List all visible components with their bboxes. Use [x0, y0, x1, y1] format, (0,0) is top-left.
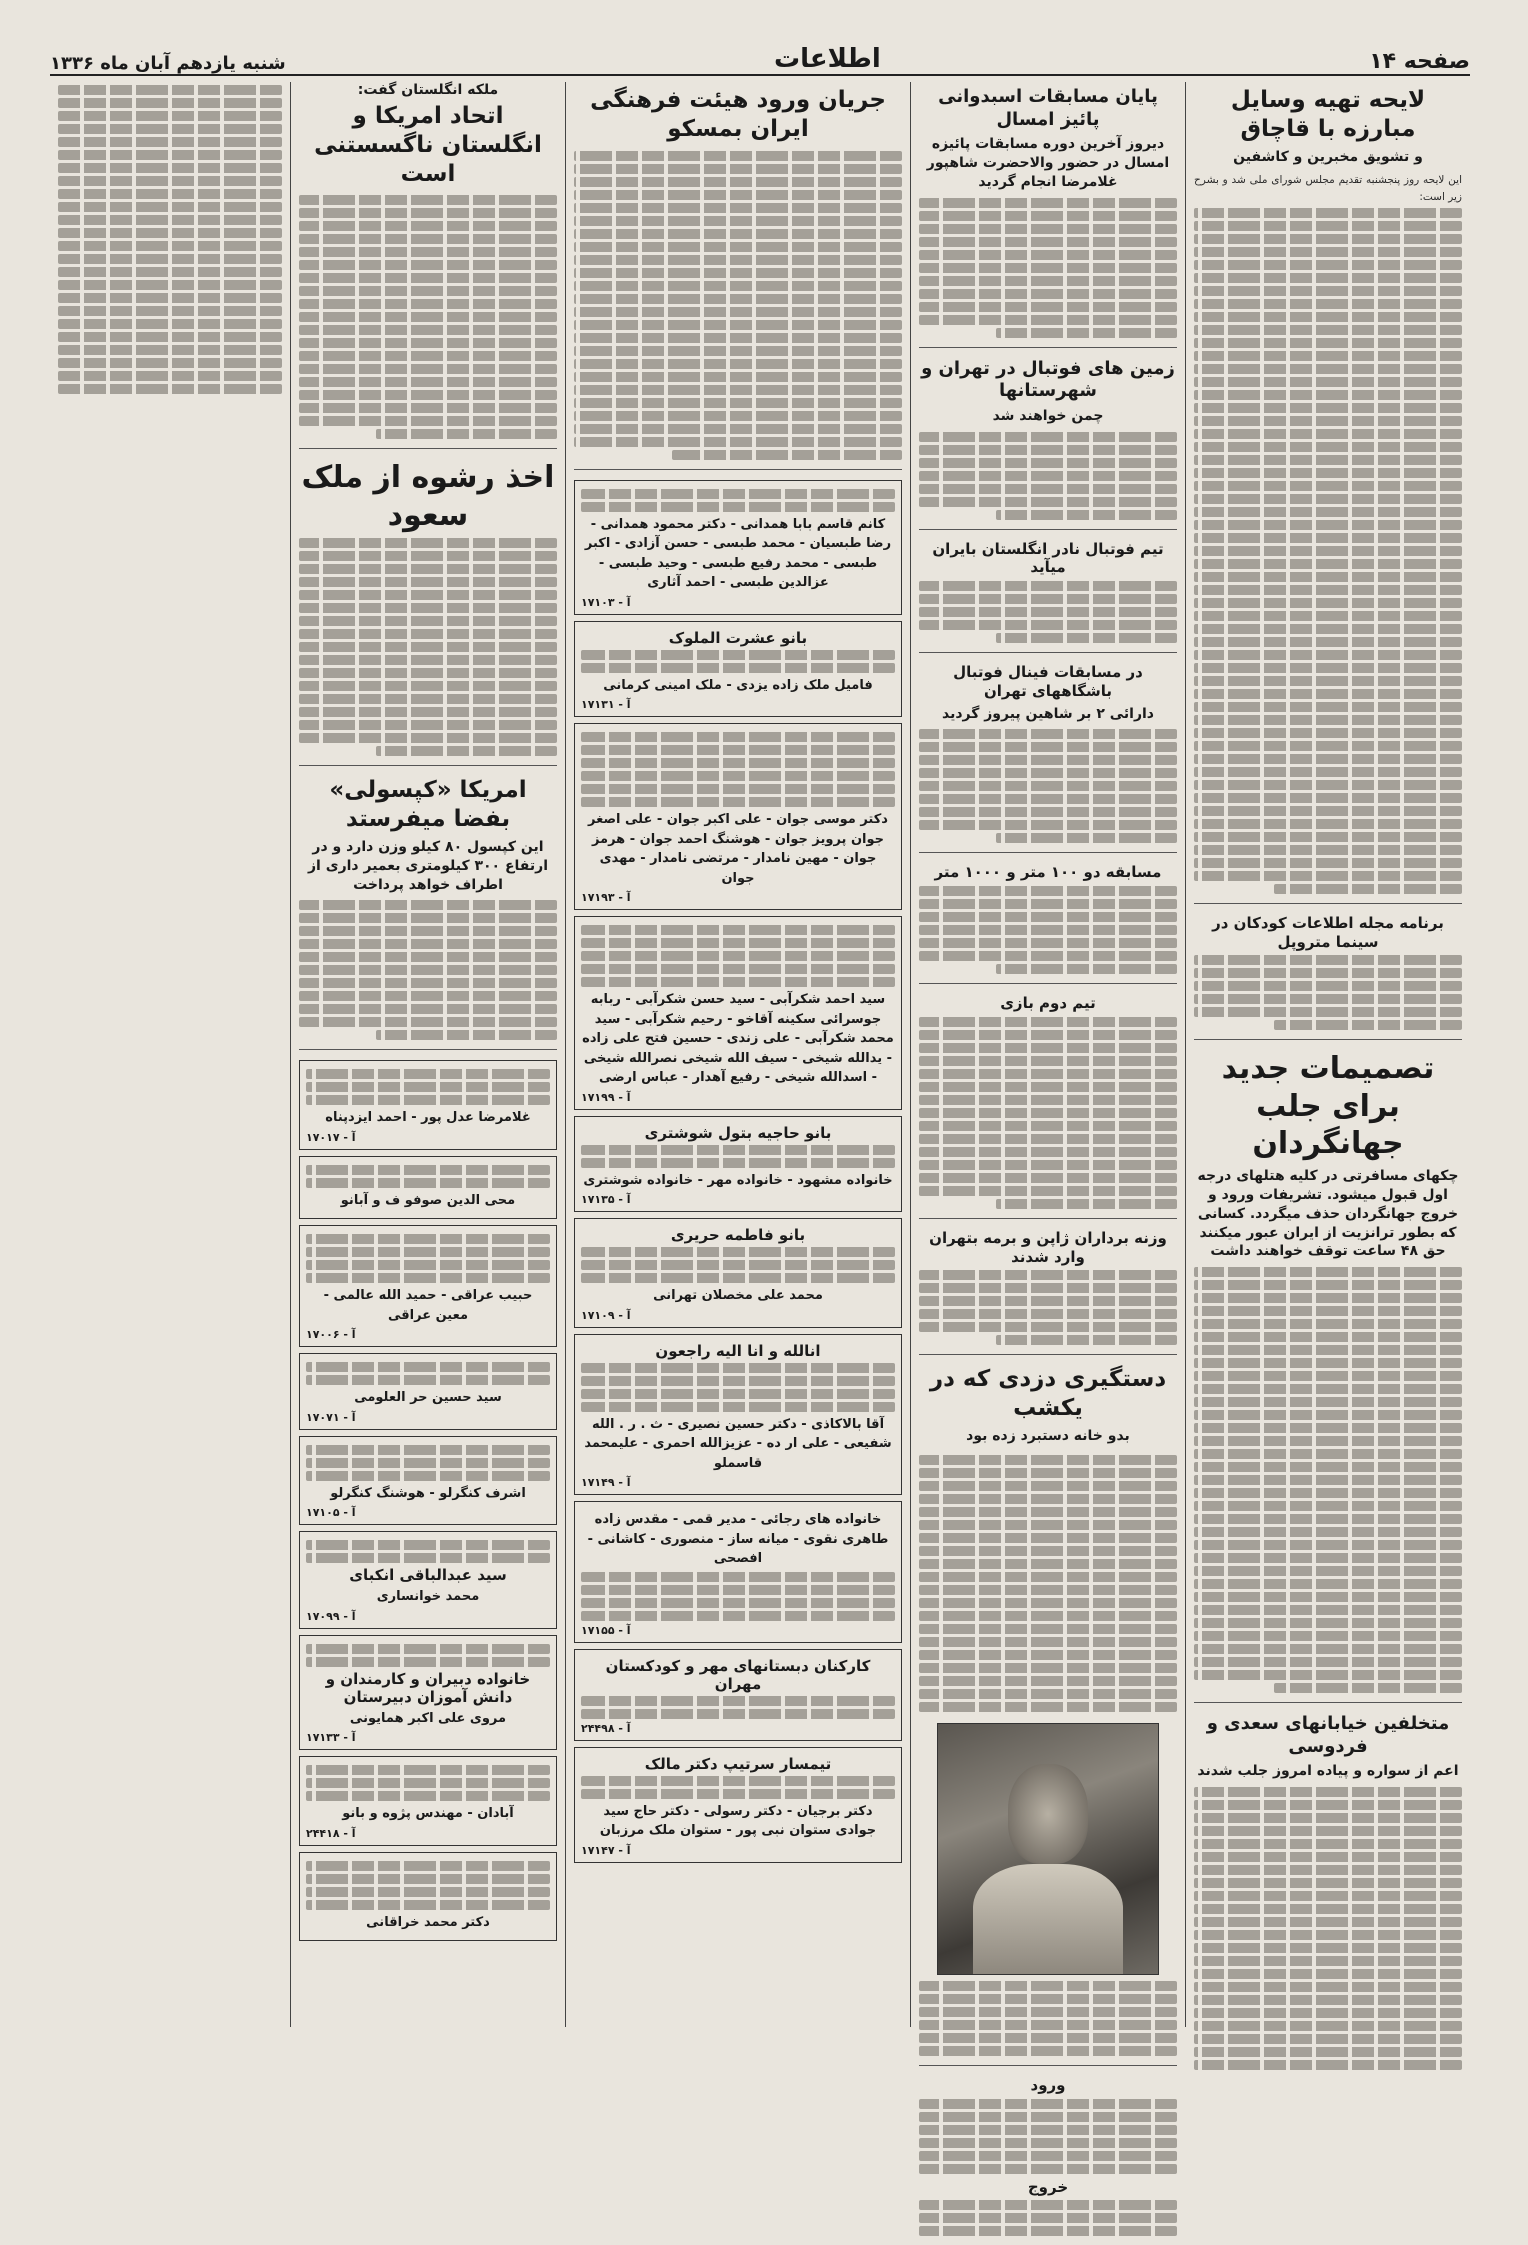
headline: لایحه تهیه وسایل مبارزه با قاچاق [1230, 87, 1426, 142]
notice-code: آ - ۱۷۱۰۵ [306, 1506, 356, 1520]
notice-names: دکتر محمد خراقانی [366, 1914, 490, 1930]
notice-c4-6 [299, 1531, 557, 1629]
subheadline: بدو خانه دستبرد زده بود [966, 1427, 1130, 1444]
column-3 [565, 82, 910, 2027]
notice-c4-2 [299, 1156, 557, 1220]
notice-title: بانو فاطمه حریری [670, 1226, 806, 1244]
masthead [50, 28, 1470, 76]
headline: تیم دوم بازی [1000, 994, 1096, 1013]
notice-code: آ - ۱۷۱۹۹ [581, 1090, 631, 1104]
notice-names: محی الدین صوفو ف و آبانو [340, 1192, 516, 1208]
notice-3 [574, 723, 902, 910]
article-capsule [299, 776, 557, 1050]
headline: دستگیری دزدی که در یکشب [929, 1366, 1167, 1422]
notice-names: اشرف کنگرلو - هوشنگ کنگرلو [330, 1485, 526, 1501]
notice-code: آ - ۱۷۰۰۶ [306, 1328, 356, 1342]
notice-code: آ - ۱۷۰۹۹ [306, 1609, 356, 1623]
article-saud-bribe [299, 459, 557, 766]
notice-code: آ - ۱۷۱۰۳ [581, 595, 631, 609]
column-2 [910, 82, 1185, 2196]
notice-2 [574, 621, 902, 718]
notice-c4-4 [299, 1353, 557, 1430]
notice-10 [574, 1747, 902, 1863]
subheadline: و تشویق مخبرین و کاشفین [1233, 148, 1423, 165]
notice-names: آقا بالاکاذی - دکتر حسین نصیری - ث . ر . الله شفیعی - علی ار ده - عزیزالله احمری - علیمحمد قاسملو [584, 1416, 892, 1471]
page-number: صفحه ۱۴ [1369, 49, 1470, 74]
notice-c4-5 [299, 1436, 557, 1526]
headline: ورود [1030, 2075, 1066, 2094]
notice-title: کارکنان دبستانهای مهر و کودکستان مهران [605, 1656, 871, 1693]
notice-code: آ - ۱۷۰۷۱ [306, 1410, 356, 1424]
headline: اخذ رشوه از ملک سعود [301, 460, 555, 533]
subheadline: چمن خواهند شد [992, 407, 1104, 424]
notice-names: آبادان - مهندس پژوه و بانو [342, 1806, 514, 1822]
headline: تیم فوتبال نادر انگلستان بایران میآید [932, 539, 1164, 577]
notice-names: دکتر موسی جوان - علی اکبر جوان - علی اصغر جوان پرویز جوان - هوشنگ احمد جوان - هرمز جوان - مهین نامدار - مرتضی نامدار - مهدی جوان [588, 812, 888, 886]
article-smuggling-bill [1194, 86, 1462, 904]
article-horse-racing [919, 86, 1177, 348]
notice-c4-8 [299, 1756, 557, 1846]
column-5-text [58, 85, 282, 394]
article-cultural-delegation [574, 86, 902, 470]
article-body [1194, 208, 1462, 894]
headline: برنامه مجله اطلاعات کودکان در سینما متروپل [1212, 913, 1444, 951]
notice-code: آ - ۲۴۴۹۸ [581, 1721, 631, 1735]
notice-title: انالله و انا الیه راجعون [655, 1341, 821, 1360]
notice-code: آ - ۱۷۱۳۳ [306, 1731, 356, 1745]
notice-1 [574, 480, 902, 615]
article-tourists [1194, 1050, 1462, 1703]
headline: جریان ورود هیئت فرهنگی ایران بمسکو [590, 87, 886, 142]
notice-6 [574, 1218, 902, 1328]
notice-code: آ - ۱۷۱۴۹ [581, 1476, 631, 1489]
notice-code: آ - ۱۷۱۳۱ [581, 698, 631, 711]
notice-names: خانواده های رجائی - مدیر قمی - مقدس زاده طاهری نقوی - میانه ساز - منصوری - کاشانی - افصحی [587, 1512, 889, 1566]
notice-names: دکتر برجیان - دکتر رسولی - دکتر حاج سید جوادی ستوان نبی پور - ستوان ملک مرزبان [599, 1803, 877, 1838]
column-5 [50, 82, 290, 2027]
notice-names: مروی علی اکبر همایونی [349, 1710, 507, 1726]
notice-code: آ - ۱۷۱۳۵ [581, 1193, 631, 1206]
issue-date: شنبه یازدهم آبان ماه ۱۳۳۶ [50, 53, 286, 74]
notice-names: حبیب عراقی - حمید الله عالمی - معین عراقی [323, 1288, 533, 1323]
notice-names: سید حسین حر العلومی [354, 1390, 502, 1406]
notice-c4-9 [299, 1852, 557, 1942]
notice-title: سید عبدالباقی انکبای [349, 1566, 507, 1585]
column-1 [1185, 82, 1470, 2027]
notice-code: آ - ۲۴۴۱۸ [306, 1826, 356, 1840]
newspaper-title: اطلاعات [774, 44, 881, 74]
notice-title: بانو حاجیه بتول شوشتری [644, 1123, 832, 1142]
notice-names: غلامرضا عدل پور - احمد ایزدپناه [325, 1110, 531, 1126]
article-football-fields [919, 358, 1177, 530]
notice-names: خانواده مشهود - خانواده مهر - خانواده شوشتری [583, 1172, 893, 1188]
article-queen-speech [299, 82, 557, 449]
notice-c4-3 [299, 1225, 557, 1347]
article-football-final [919, 663, 1177, 853]
article-traffic-violators [1194, 1713, 1462, 2079]
subheadline: این کپسول ۸۰ کیلو وزن دارد و در ارتفاع ۳۰۰ کیلومتری بعمیر داری از اطراف خواهد پرداخت [308, 838, 548, 893]
subheadline: چکهای مسافرتی در کلیه هتلهای درجه اول قبول میشود. تشریفات ورود و خروج جهانگردان حذف میگردد. کسانی که بطور ترانزیت از ایران عبور میکنند حق ۴۸ ساعت توقف خواهند داشت [1197, 1167, 1459, 1260]
notice-5 [574, 1116, 902, 1213]
headline: اتحاد امریکا و انگلستان ناگسستنی است [314, 103, 542, 187]
notice-8 [574, 1501, 902, 1643]
subheadline: دارائی ۲ بر شاهین پیروز گردید [941, 705, 1154, 722]
article-weightlifters [919, 1229, 1177, 1356]
notice-code: آ - ۱۷۱۴۷ [581, 1843, 631, 1857]
notice-names: کانم قاسم بابا همدانی - دکتر محمود همدانی - رضا طبسیان - محمد طبسی - حسن آزادی - اکبر طبسی - محمد رفیع طبسی - وحید طبسی - عزالدین طبسی - احمد آثاری [584, 516, 892, 590]
suspect-photo [937, 1723, 1159, 1975]
notice-7 [574, 1334, 902, 1496]
subheadline: اعم از سواره و پیاده امروز جلب شدند [1197, 1763, 1459, 1780]
columns [50, 82, 1470, 2196]
notice-c4-7 [299, 1635, 557, 1751]
notice-c4-1 [299, 1060, 557, 1150]
notice-4 [574, 916, 902, 1110]
notice-names: سید احمد شکرآبی - سید حسن شکرآبی - ربابه جوسرائی سکینه آقاخو - رحیم شکرآبی - سید محمد شکرآبی - علی زندی - حسین فتح علی زاده - یدالله شیخی - سیف الله شیخی نصرالله شیخی - اسدالله شیخی - رفیع آهدار - عباس ارضی [582, 992, 894, 1085]
notice-code: آ - ۱۷۱۹۳ [581, 891, 631, 904]
notice-title: تیمسار سرتیپ دکتر مالک [644, 1754, 832, 1773]
headline-departures: خروج [1027, 2177, 1069, 2196]
article-children-magazine [1194, 914, 1462, 1041]
notice-title: بانو عشرت الملوک [668, 628, 808, 647]
notice-code: آ - ۱۷۱۰۹ [581, 1308, 631, 1322]
notice-code: آ - ۱۷۰۱۷ [306, 1130, 356, 1144]
article-thief-arrest [919, 1365, 1177, 2065]
notice-names: فامیل ملک زاده یزدی - ملک امینی کرمانی [603, 677, 873, 693]
article-running [919, 863, 1177, 984]
headline: امریکا «کپسولی» بفضا میفرستد [329, 777, 527, 832]
lead: این لایحه روز پنجشنبه تقدیم مجلس شورای ملی شد و بشرح زیر است: [1194, 174, 1462, 203]
article-english-team [919, 540, 1177, 654]
headline: مسابقه دو ۱۰۰ متر و ۱۰۰۰ متر [934, 863, 1162, 882]
headline: پایان مسابقات اسبدوانی پائیز امسال [938, 86, 1158, 130]
notice-title: خانواده دبیران و کارمندان و دانش آموزان دبیرستان [325, 1669, 531, 1706]
headline: تصمیمات جدید برای جلب جهانگردان [1221, 1051, 1435, 1162]
headline: زمین های فوتبال در تهران و شهرستانها [921, 357, 1175, 402]
article-arrivals [919, 2076, 1177, 2245]
headline: وزنه برداران ژاپن و برمه بتهران وارد شدند [929, 1228, 1167, 1266]
headline: در مسابقات فینال فوتبال باشگاههای تهران [953, 663, 1143, 700]
article-second-team [919, 994, 1177, 1219]
notice-code: آ - ۱۷۱۵۵ [581, 1623, 631, 1637]
subheadline: دیروز آخرین دوره مسابقات پائیزه امسال در حضور والاحضرت شاهپور غلامرضا انجام گردید [926, 136, 1170, 190]
column-4 [290, 82, 565, 2027]
headline: متخلفین خیابانهای سعدی و فردوسی [1206, 1713, 1450, 1757]
notice-names: محمد علی مخصلان تهرانی [653, 1288, 823, 1303]
notice-9 [574, 1649, 902, 1741]
kicker: ملکه انگلستان گفت: [357, 82, 499, 98]
notice-names: محمد خوانساری [376, 1589, 480, 1605]
